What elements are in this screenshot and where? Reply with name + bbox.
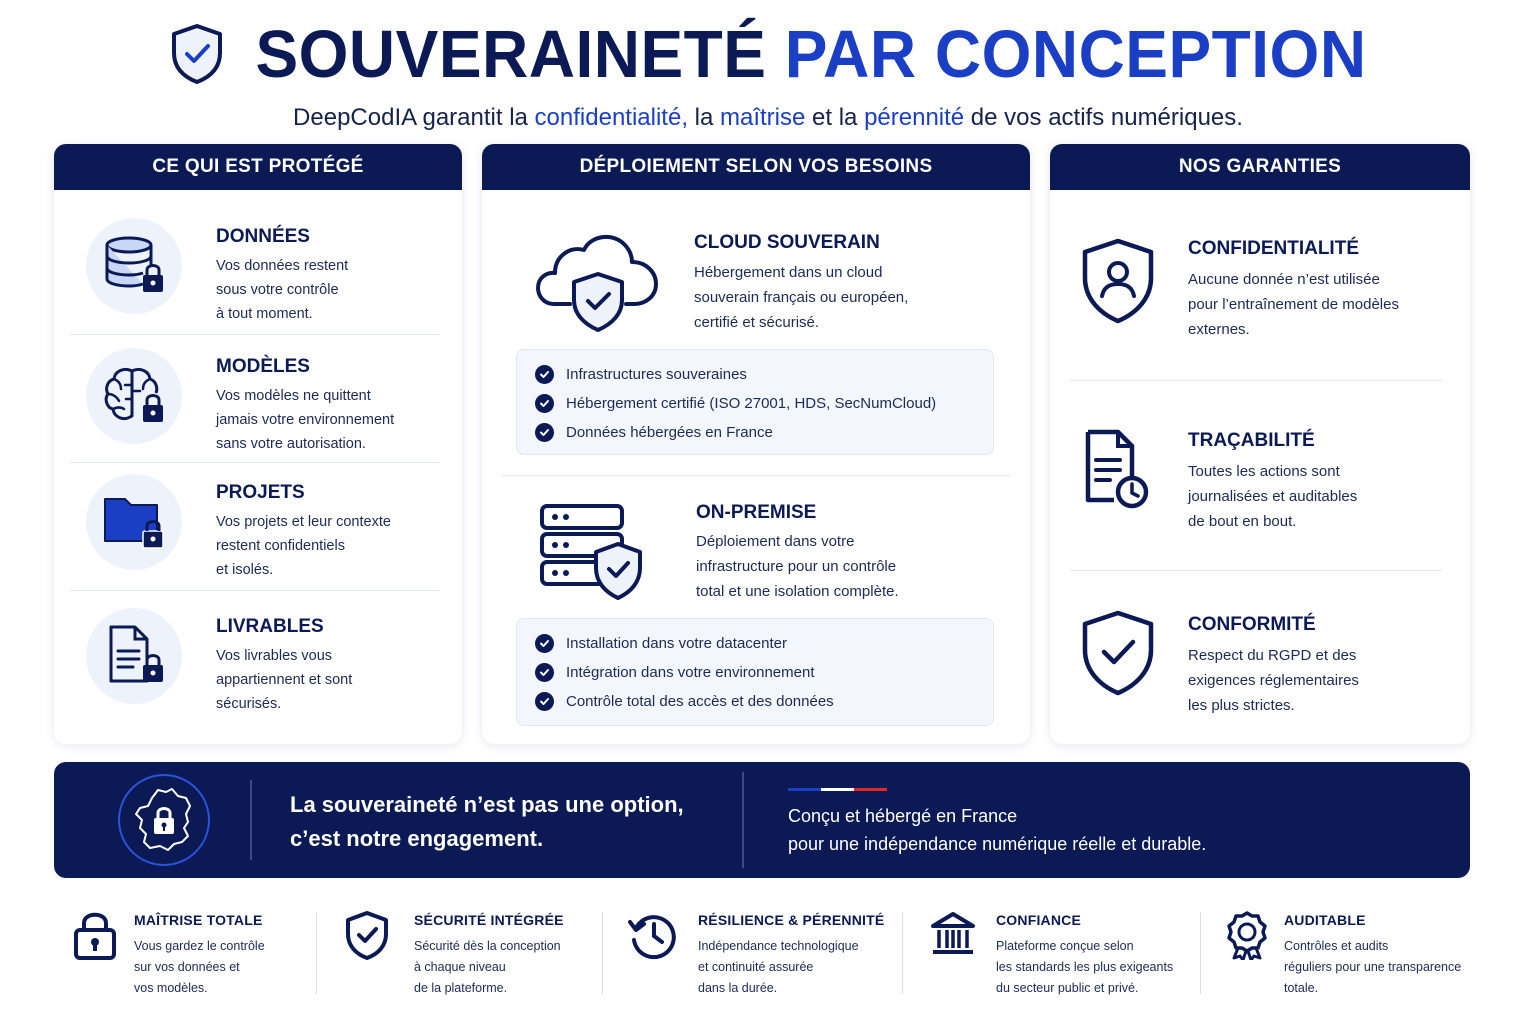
guarantees-panel	[1050, 144, 1470, 744]
divider	[1070, 570, 1442, 571]
brain-lock-icon	[99, 361, 169, 431]
guarantee-title: CONFORMITÉ	[1188, 614, 1316, 635]
institution-icon	[930, 910, 976, 960]
onprem-title: ON-PREMISE	[696, 502, 817, 523]
protected-heading: CE QUI EST PROTÉGÉ	[54, 144, 462, 190]
divider	[1070, 380, 1442, 381]
protected-item-projects: PROJETS Vos projets et leur contexte restent confidentiels et isolés.	[70, 446, 440, 574]
check-circle-icon	[535, 365, 554, 384]
check-item: Contrôle total des accès et des données	[535, 687, 993, 716]
check-circle-icon	[535, 394, 554, 413]
guarantee-title: TRAÇABILITÉ	[1188, 430, 1315, 451]
check-circle-icon	[535, 634, 554, 653]
document-clock-icon	[1080, 428, 1156, 514]
guarantee-description: Toutes les actions sont journalisées et auditables de bout en bout.	[1188, 463, 1358, 530]
shield-check-icon	[344, 910, 390, 960]
check-item: Hébergement certifié (ISO 27001, HDS, SecNumCloud)	[535, 389, 993, 418]
check-item: Installation dans votre datacenter	[535, 629, 993, 658]
made-in-france-text: Conçu et hébergé en France pour une indépendance numérique réelle et durable.	[788, 806, 1207, 854]
divider	[316, 912, 317, 994]
france-map-lock-icon	[118, 774, 210, 866]
protected-item-models: MODÈLES Vos modèles ne quittent jamais votre environnement sans votre autorisation.	[70, 320, 440, 448]
deployment-panel	[482, 144, 1030, 744]
cloud-checklist	[516, 349, 994, 455]
check-item: Données hébergées en France	[535, 418, 993, 447]
deployment-heading: DÉPLOIEMENT SELON VOS BESOINS	[482, 144, 1030, 190]
cloud-shield-icon	[534, 228, 662, 334]
check-item: Intégration dans votre environnement	[535, 658, 993, 687]
check-item: Infrastructures souveraines	[535, 360, 993, 389]
folder-lock-icon	[99, 487, 169, 557]
protected-item-deliverables: LIVRABLES Vos livrables vous appartiennent et sont sécurisés.	[70, 580, 440, 708]
page-header	[0, 14, 1536, 132]
divider	[602, 912, 603, 994]
check-circle-icon	[535, 663, 554, 682]
onprem-checklist	[516, 618, 994, 726]
history-clock-icon	[628, 910, 678, 960]
protected-panel	[54, 144, 462, 744]
french-flag-stripe	[788, 788, 887, 791]
document-lock-icon	[99, 621, 169, 691]
padlock-icon	[72, 910, 118, 960]
cloud-description: Hébergement dans un cloud souverain français ou européen, certifié et sécurisé.	[694, 264, 909, 331]
shield-check-icon	[1080, 610, 1156, 696]
shield-user-icon	[1080, 238, 1156, 324]
shield-check-icon	[169, 23, 225, 85]
server-shield-icon	[538, 502, 644, 602]
guarantees-heading: NOS GARANTIES	[1050, 144, 1470, 190]
onprem-description: Déploiement dans votre infrastructure pour un contrôle total et une isolation complète.	[696, 533, 899, 600]
check-circle-icon	[535, 423, 554, 442]
feature-trust: CONFIANCE Plateforme conçue selon les standards les plus exigeants du secteur public et privé.	[930, 906, 1190, 1002]
database-lock-icon	[99, 231, 169, 301]
banner-slogan: La souveraineté n’est pas une option, c’est notre engagement.	[290, 792, 684, 851]
guarantee-description: Respect du RGPD et des exigences réglementaires les plus strictes.	[1188, 647, 1359, 714]
feature-resilience: RÉSILIENCE & PÉRENNITÉ Indépendance technologique et continuité assurée dans la durée.	[628, 906, 890, 1002]
feature-total-control: MAÎTRISE TOTALE Vous gardez le contrôle sur vos données et vos modèles.	[72, 906, 312, 1002]
divider	[502, 475, 1010, 476]
page-subtitle: DeepCodIA garantit la confidentialité, la maîtrise et la pérennité de vos actifs numériques.	[293, 104, 1243, 131]
divider	[902, 912, 903, 994]
page-title: SOUVERAINETÉ PAR CONCEPTION	[255, 16, 1367, 92]
divider	[742, 772, 744, 868]
divider	[1200, 912, 1201, 994]
check-circle-icon	[535, 692, 554, 711]
divider	[250, 780, 252, 860]
feature-auditable: AUDITABLE Contrôles et audits réguliers pour une transparence totale.	[1224, 906, 1494, 1002]
engagement-banner	[54, 762, 1470, 878]
cloud-title: CLOUD SOUVERAIN	[694, 232, 880, 253]
guarantee-title: CONFIDENTIALITÉ	[1188, 238, 1359, 259]
award-ribbon-icon	[1224, 910, 1270, 960]
protected-item-data: DONNÉES Vos données restent sous votre contrôle à tout moment.	[70, 190, 440, 318]
feature-integrated-security: SÉCURITÉ INTÉGRÉE Sécurité dès la conception à chaque niveau de la plateforme.	[344, 906, 594, 1002]
guarantee-description: Aucune donnée n’est utilisée pour l’entraînement de modèles externes.	[1188, 271, 1399, 338]
